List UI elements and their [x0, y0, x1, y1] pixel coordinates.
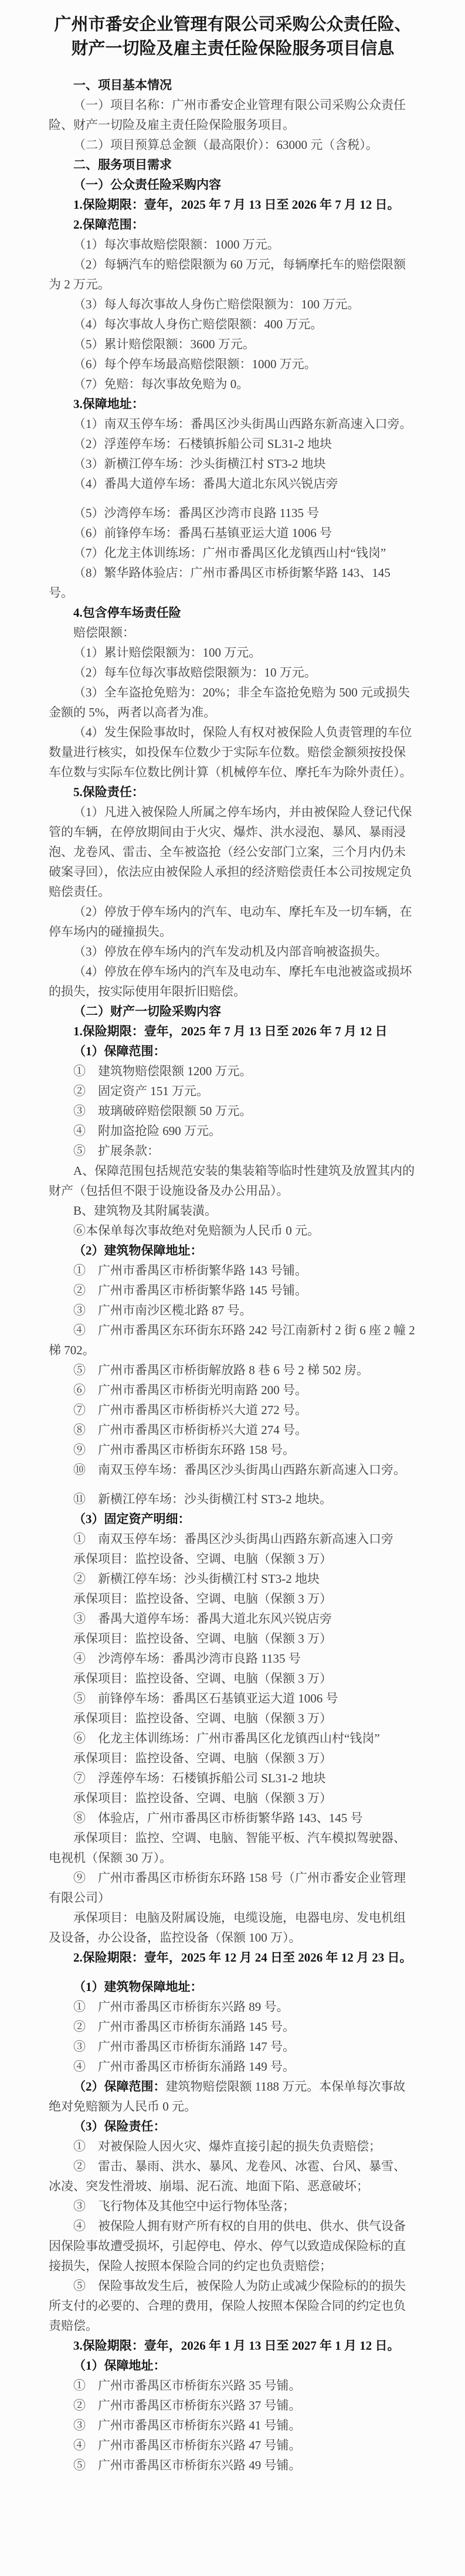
list-item: ⑦ 浮莲停车场：石楼镇拆船公司 SL31-2 地块 [73, 1771, 326, 1785]
list-item: ⑨ 广州市番禺区市桥街东环路 158 号（广州市番安企业管理有限公司） [49, 1871, 406, 1905]
clause-heading: （1）保障范围： [73, 1044, 166, 1058]
paragraph: （5）沙湾停车场：番禺区沙湾市良路 1135 号 [73, 506, 320, 520]
clause-heading: 2.保障范围： [73, 218, 144, 232]
list-item: ⑦ 广州市番禺区市桥街桥兴大道 272 号。 [73, 1403, 307, 1417]
list-item: ⑤ 保险事故发生后，被保险人为防止或减少保险标的的损失所支付的必要的、合理的费用，保险人按照本保险合同的约定也负责赔偿。 [49, 2279, 406, 2333]
list-item: ② 固定资产 151 万元。 [73, 1084, 209, 1098]
paragraph: （2）每车位每次事故赔偿限额为：10 万元。 [73, 665, 317, 679]
list-item: ④ 被保险人拥有财产所有权的自用的供电、供水、供气设备因保险事故遭受损坏，引起停电、停水、停气以致造成保险标的直接损失，保险人按照本保险合同的约定也负责赔偿； [49, 2219, 406, 2273]
document-title-line2: 财产一切险及雇主责任险保险服务项目信息 [71, 39, 395, 58]
paragraph: 承保项目：监控设备、空调、电脑（保额 3 万） [73, 1671, 332, 1685]
paragraph: （4）每次事故人身伤亡赔偿限额：400 万元。 [73, 317, 323, 331]
clause-heading: （2）建筑物保障地址： [73, 1243, 203, 1258]
list-item: ⑧ 广州市番禺区市桥街桥兴大道 274 号。 [73, 1423, 307, 1437]
list-item: ⑥ 广州市番禺区市桥街光明南路 200 号。 [73, 1383, 307, 1397]
paragraph: （2）停放于停车场内的汽车、电动车、摩托车及一切车辆，在停车场内的碰撞损失。 [49, 905, 412, 939]
list-item: ⑨ 广州市番禺区市桥街东环路 158 号。 [73, 1443, 295, 1457]
section-heading: 一、项目基本情况 [73, 78, 172, 92]
paragraph: 承保项目：电脑及附属设施，电缆设施，电器电房、发电机组及设备，办公设备，监控设备（保额 100 万）。 [49, 1911, 406, 1945]
paragraph: 承保项目：监控设备、空调、电脑（保额 3 万） [73, 1751, 332, 1765]
list-item: ⑧ 体验店，广州市番禺区市桥街繁华路 143、145 号 [73, 1811, 363, 1825]
paragraph: （6）前锋停车场：番禺石基镇亚运大道 1006 号 [73, 526, 332, 540]
paragraph: （一）项目名称：广州市番安企业管理有限公司采购公众责任险、财产一切险及雇主责任险保险服务项目。 [49, 98, 406, 132]
list-item: ① 广州市番禺区市桥街繁华路 143 号铺。 [73, 1263, 307, 1277]
list-item: ② 广州市番禺区市桥街东涌路 145 号。 [73, 2020, 295, 2034]
list-item: ④ 广州市番禺区东环街东环路 242 号江南新村 2 街 6 座 2 幢 2 梯 702。 [49, 1323, 415, 1357]
clause-heading: 3.保障地址： [73, 397, 144, 411]
document-body [49, 75, 417, 2475]
paragraph: （3）停放在停车场内的汽车发动机及内部音响被盗损失。 [73, 944, 388, 959]
paragraph: （4）番禺大道停车场：番禺大道北东风兴锐店旁 [73, 477, 338, 491]
list-item: ⑤ 扩展条款： [73, 1144, 159, 1158]
paragraph: （4）停放在停车场内的汽车及电动车、摩托车电池被盗或损坏的损失，按实际使用年限折旧赔偿。 [49, 964, 412, 998]
clause-heading: （1）保障地址： [73, 2358, 166, 2373]
list-item: ⑥ 化龙主体训练场：广州市番禺区化龙镇西山村“钱岗” [73, 1731, 380, 1745]
paragraph: （1）每次事故赔偿限额：1000 万元。 [73, 237, 280, 252]
document-title-line1: 广州市番安企业管理有限公司采购公众责任险、 [54, 15, 412, 34]
list-item: ② 广州市番禺区市桥街繁华路 145 号铺。 [73, 1283, 307, 1297]
list-item: ③ 广州市番禺区市桥街东兴路 41 号铺。 [73, 2418, 301, 2432]
list-item: ④ 广州市番禺区市桥街东涌路 149 号。 [73, 2060, 295, 2074]
subsection-heading: （二）财产一切险采购内容 [73, 1004, 221, 1018]
paragraph: （1）累计赔偿限额为：100 万元。 [73, 645, 262, 660]
list-item: ③ 玻璃破碎赔偿限额 50 万元。 [73, 1104, 252, 1118]
list-item: ④ 广州市番禺区市桥街东兴路 47 号铺。 [73, 2438, 301, 2452]
paragraph: 赔偿限额： [73, 626, 135, 640]
document-title [49, 13, 417, 61]
list-item: ⑩ 南双玉停车场：番禺区沙头街禺山西路东新高速入口旁。 [73, 1463, 406, 1477]
paragraph: （3）新横江停车场：沙头街横江村 ST3-2 地块 [73, 457, 326, 471]
paragraph: （2）每辆汽车的赔偿限额为 60 万元，每辆摩托车的赔偿限额为 2 万元。 [49, 257, 406, 291]
paragraph: （7）化龙主体训练场：广州市番禺区化龙镇西山村“钱岗” [73, 546, 386, 560]
paragraph: （3）全车盗抢免赔为：20%；非全车盗抢免赔为 500 元或损失金额的 5%，两者以高者为准。 [49, 685, 410, 719]
paragraph: （8）繁华路体验店：广州市番禺区市桥街繁华路 143、145 号。 [49, 566, 391, 600]
list-item: ① 对被保险人因火灾、爆炸直接引起的损失负责赔偿； [73, 2139, 381, 2153]
paragraph: 承保项目：监控、空调、电脑、智能平板、汽车模拟驾驶器、电视机（保额 30 万）。 [49, 1831, 406, 1865]
clause-heading: 1.保险期限：壹年，2025 年 7 月 13 日至 2026 年 7 月 12 日 [73, 1024, 388, 1038]
paragraph: 承保项目：监控设备、空调、电脑（保额 3 万） [73, 1552, 332, 1566]
paragraph: （2）保障范围：建筑物赔偿限额 1188 万元。本保单每次事故绝对免赔额为人民币 0 元。 [49, 2079, 406, 2113]
list-item: ⑤ 广州市番禺区市桥街东兴路 49 号铺。 [73, 2458, 301, 2472]
list-item: ③ 广州市番禺区市桥街东涌路 147 号。 [73, 2040, 295, 2054]
paragraph: 承保项目：监控设备、空调、电脑（保额 3 万） [73, 1632, 332, 1646]
list-item: ⑪ 新横江停车场：沙头街横江村 ST3-2 地块。 [73, 1492, 332, 1506]
list-item: ③ 飞行物体及其他空中运行物体坠落； [73, 2199, 295, 2213]
clause-heading: （3）保险责任： [73, 2119, 166, 2133]
paragraph: 承保项目：监控设备、空调、电脑（保额 3 万） [73, 1711, 332, 1725]
clause-heading: 4.包含停车场责任险 [73, 606, 181, 620]
list-item: ① 建筑物赔偿限额 1200 万元。 [73, 1064, 252, 1078]
paragraph: （2）浮莲停车场：石楼镇拆船公司 SL31-2 地块 [73, 437, 332, 451]
paragraph: 承保项目：监控设备、空调、电脑（保额 3 万） [73, 1791, 332, 1805]
clause-lead: （2）保障范围： [73, 2079, 166, 2094]
paragraph: B、建筑物及其附属装潢。 [73, 1204, 218, 1218]
list-item: ① 南双玉停车场：番禺区沙头街禺山西路东新高速入口旁 [73, 1532, 393, 1546]
paragraph: （1）南双玉停车场：番禺区沙头街禺山西路东新高速入口旁。 [73, 417, 412, 431]
list-item: ③ 番禺大道停车场：番禺大道北东风兴锐店旁 [73, 1612, 332, 1626]
clause-heading: 2.保险期限：壹年，2025 年 12 月 24 日至 2026 年 12 月 23 日。 [73, 1950, 412, 1965]
clause-heading: （1）建筑物保障地址： [73, 1980, 203, 1994]
clause-heading: 5.保险责任： [73, 785, 144, 799]
paragraph: （7）免赔：每次事故免赔为 0。 [73, 377, 249, 391]
list-item: ③ 广州市南沙区榄北路 87 号。 [73, 1303, 252, 1317]
list-item: ④ 沙湾停车场：番禺沙湾市良路 1135 号 [73, 1651, 301, 1666]
paragraph: （6）每个停车场最高赔偿限额：1000 万元。 [73, 357, 317, 371]
list-item: ⑥本保单每次事故绝对免赔额为人民币 0 元。 [73, 1224, 320, 1238]
section-heading: 二、服务项目需求 [73, 158, 172, 172]
clause-heading: 3.保险期限：壹年，2026 年 1 月 13 日至 2027 年 1 月 12 日。 [73, 2339, 400, 2353]
list-item: ② 新横江停车场：沙头街横江村 ST3-2 地块 [73, 1572, 320, 1586]
paragraph: 承保项目：监控设备、空调、电脑（保额 3 万） [73, 1592, 332, 1606]
list-item: ⑤ 前锋停车场：番禺区石基镇亚运大道 1006 号 [73, 1691, 338, 1705]
list-item: ④ 附加盗抢险 690 万元。 [73, 1124, 221, 1138]
paragraph: （1）凡进入被保险人所属之停车场内，并由被保险人登记代保管的车辆，在停放期间由于火灾、爆炸、洪水浸泡、暴风、暴雨浸泡、龙卷风、雷击、全车被盗抢（经公安部门立案，三个月内仍未破案寻回），依法应由被保险人承担的经济赔偿责任本公司按规定负赔偿责任。 [49, 805, 412, 899]
list-item: ① 广州市番禺区市桥街东兴路 89 号。 [73, 2000, 289, 2014]
list-item: ② 雷击、暴雨、洪水、暴风、龙卷风、冰雹、台风、暴雪、冰凌、突发性滑坡、崩塌、泥石流、地面下陷、恶意破坏； [49, 2159, 406, 2193]
paragraph: （5）累计赔偿限额：3600 万元。 [73, 337, 255, 351]
paragraph: （3）每人每次事故人身伤亡赔偿限额为：100 万元。 [73, 297, 360, 311]
list-item: ⑤ 广州市番禺区市桥街解放路 8 巷 6 号 2 梯 502 房。 [73, 1363, 369, 1377]
subsection-heading: （一）公众责任险采购内容 [73, 178, 221, 192]
paragraph: （4）发生保险事故时，保险人有权对被保险人负责管理的车位数量进行核实，如投保车位数少于实际车位数。赔偿金额须按投保车位数与实际车位数比例计算（机械停车位、摩托车为除外责任）。 [49, 725, 412, 779]
clause-heading: 1.保险期限：壹年，2025 年 7 月 13 日至 2026 年 7 月 12 日。 [73, 198, 400, 212]
paragraph: A、保障范围包括规范安装的集装箱等临时性建筑及放置其内的财产（包括但不限于设施设备及办公用品）。 [49, 1164, 415, 1198]
paragraph: （二）项目预算总金额（最高限价）：63000 元（含税）。 [73, 138, 378, 152]
clause-heading: （3）固定资产明细： [73, 1512, 191, 1526]
list-item: ① 广州市番禺区市桥街东兴路 35 号铺。 [73, 2378, 301, 2393]
list-item: ② 广州市番禺区市桥街东兴路 37 号铺。 [73, 2398, 301, 2412]
